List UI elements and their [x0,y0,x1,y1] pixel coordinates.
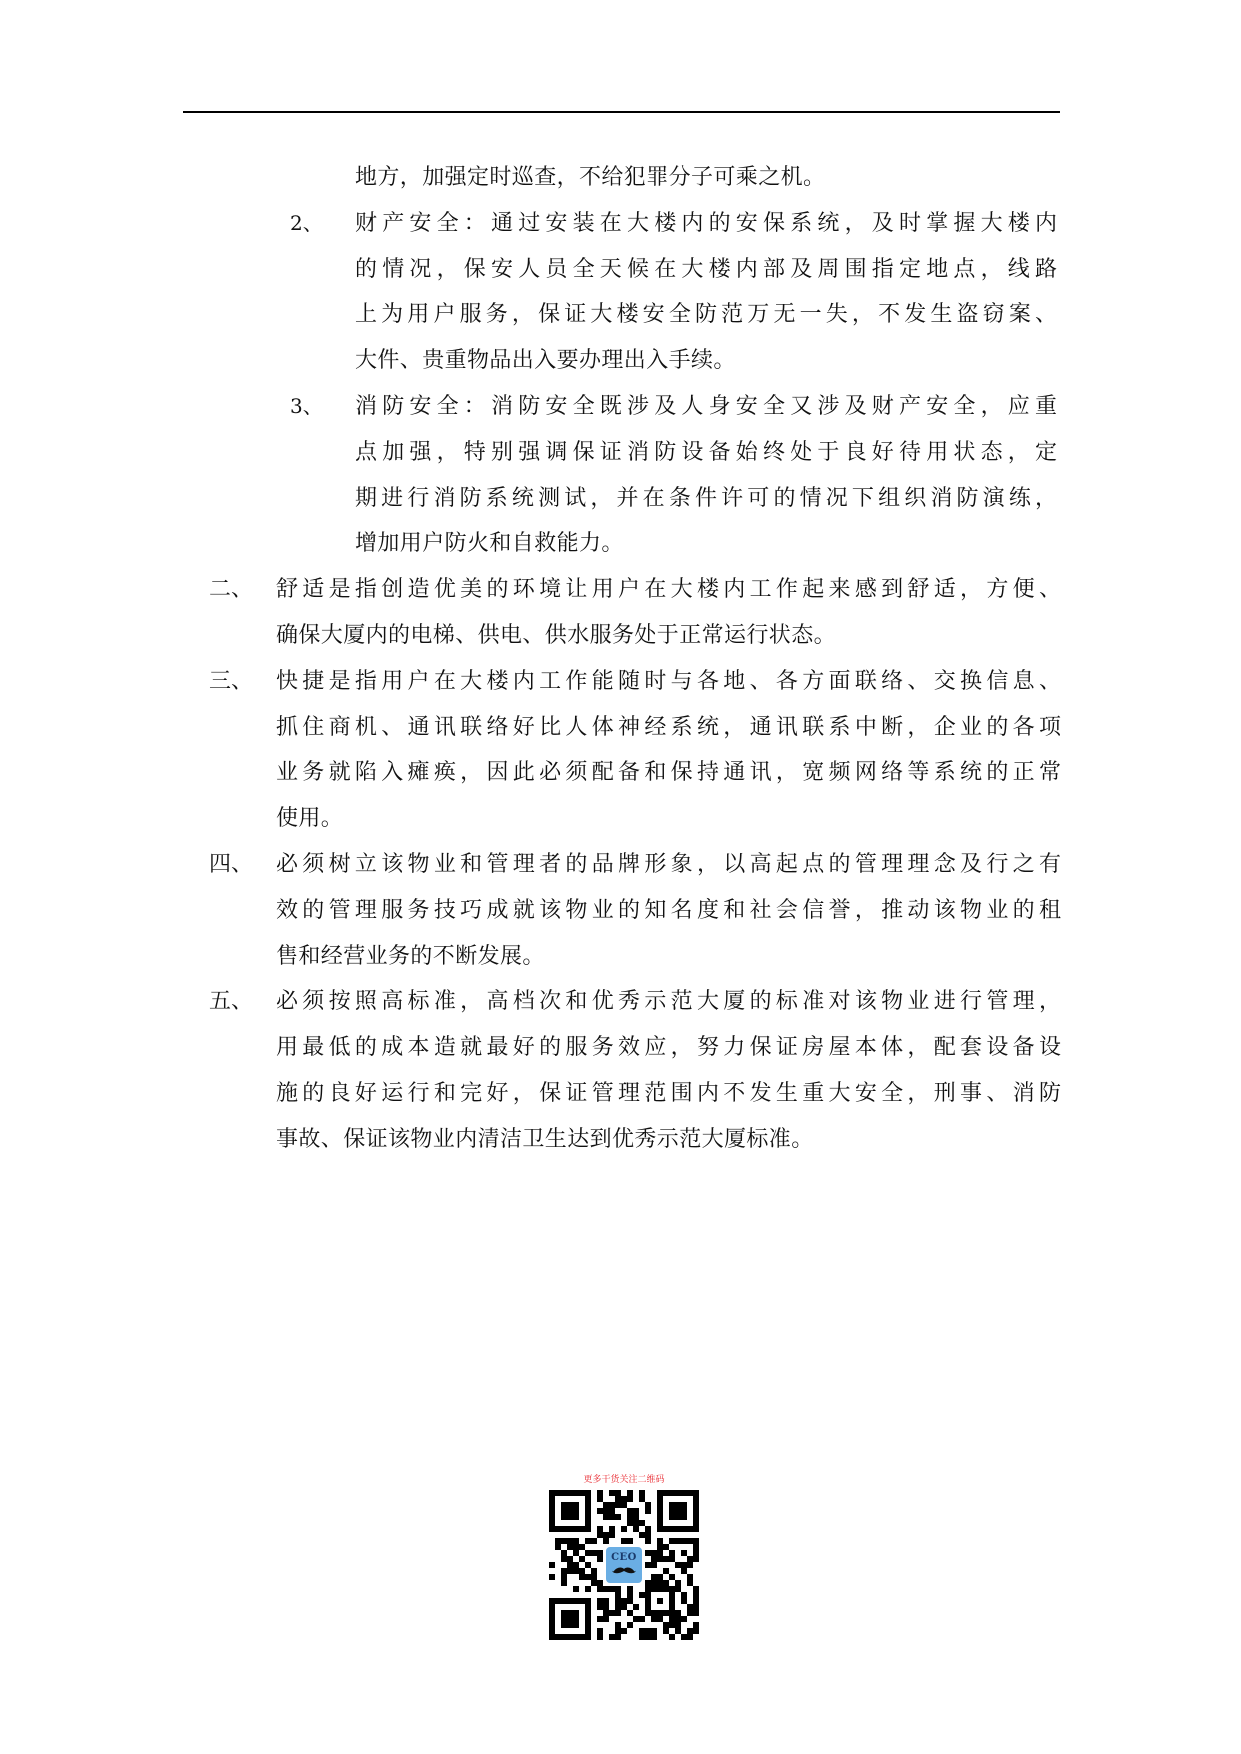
text-line: 抓住商机、通讯联络好比人体神经系统，通讯联系中断，企业的各项 [276,714,1061,740]
text-line: 快捷是指用户在大楼内工作能随时与各地、各方面联络、交换信息、 [276,668,1061,694]
text-line: 必须按照高标准，高档次和优秀示范大厦的标准对该物业进行管理， [276,989,1061,1015]
text-line: 消防安全：消防安全既涉及人身安全又涉及财产安全，应重 [355,393,1057,419]
list-item-brand-image [0,842,1241,979]
text-line: 业务就陷入瘫痪，因此必须配备和保持通讯，宽频网络等系统的正常 [276,760,1061,786]
list-item-high-standard [0,979,1241,1162]
list-marker: 二、 [209,577,254,603]
continuation-paragraph [0,155,1241,201]
text-line: 施的良好运行和完好，保证管理范围内不发生重大安全，刑事、消防 [276,1080,1061,1106]
text-line: 用最低的成本造就最好的服务效应，努力保证房屋本体，配套设备设 [276,1035,1061,1061]
text-line: 使用。 [276,806,344,832]
qr-code-block [549,1474,699,1644]
list-item-property-safety [0,201,1241,384]
text-line: 上为用户服务，保证大楼安全防范万无一失，不发生盗窃案、 [355,302,1057,328]
list-item-comfort [0,567,1241,659]
text-line: 的情况，保安人员全天候在大楼内部及周围指定地点，线路 [355,256,1057,282]
header-rule [183,111,1060,113]
text-line: 确保大厦内的电梯、供电、供水服务处于正常运行状态。 [276,622,837,648]
list-marker: 2、 [290,210,323,235]
document-body [0,155,1241,1163]
text-line: 效的管理服务技巧成就该物业的知名度和社会信誉，推动该物业的租 [276,897,1061,923]
text-line: 点加强，特别强调保证消防设备始终处于良好待用状态，定 [355,439,1057,465]
text-line: 舒适是指创造优美的环境让用户在大楼内工作起来感到舒适，方便、 [276,577,1061,603]
list-marker: 三、 [209,668,254,694]
list-item-convenience [0,659,1241,842]
list-marker: 五、 [209,989,254,1015]
text-line: 必须树立该物业和管理者的品牌形象，以高起点的管理理念及行之有 [276,851,1061,877]
text-line: 售和经营业务的不断发展。 [276,943,545,969]
text-line: 财产安全：通过安装在大楼内的安保系统，及时掌握大楼内 [355,210,1057,236]
qr-caption: 更多干货关注二维码 [583,1475,665,1485]
mustache-icon [612,1567,636,1575]
list-marker: 3、 [290,393,323,418]
ceo-logo [604,1545,644,1585]
list-marker: 四、 [209,851,254,877]
logo-text: CEO [611,1552,637,1563]
text-line: 增加用户防火和自救能力。 [355,531,624,557]
list-item-fire-safety [0,384,1241,567]
text-line: 地方，加强定时巡查，不给犯罪分子可乘之机。 [355,165,826,190]
text-line: 事故、保证该物业内清洁卫生达到优秀示范大厦标准。 [276,1126,814,1152]
text-line: 大件、贵重物品出入要办理出入手续。 [355,348,736,374]
text-line: 期进行消防系统测试，并在条件许可的情况下组织消防演练， [355,485,1057,511]
